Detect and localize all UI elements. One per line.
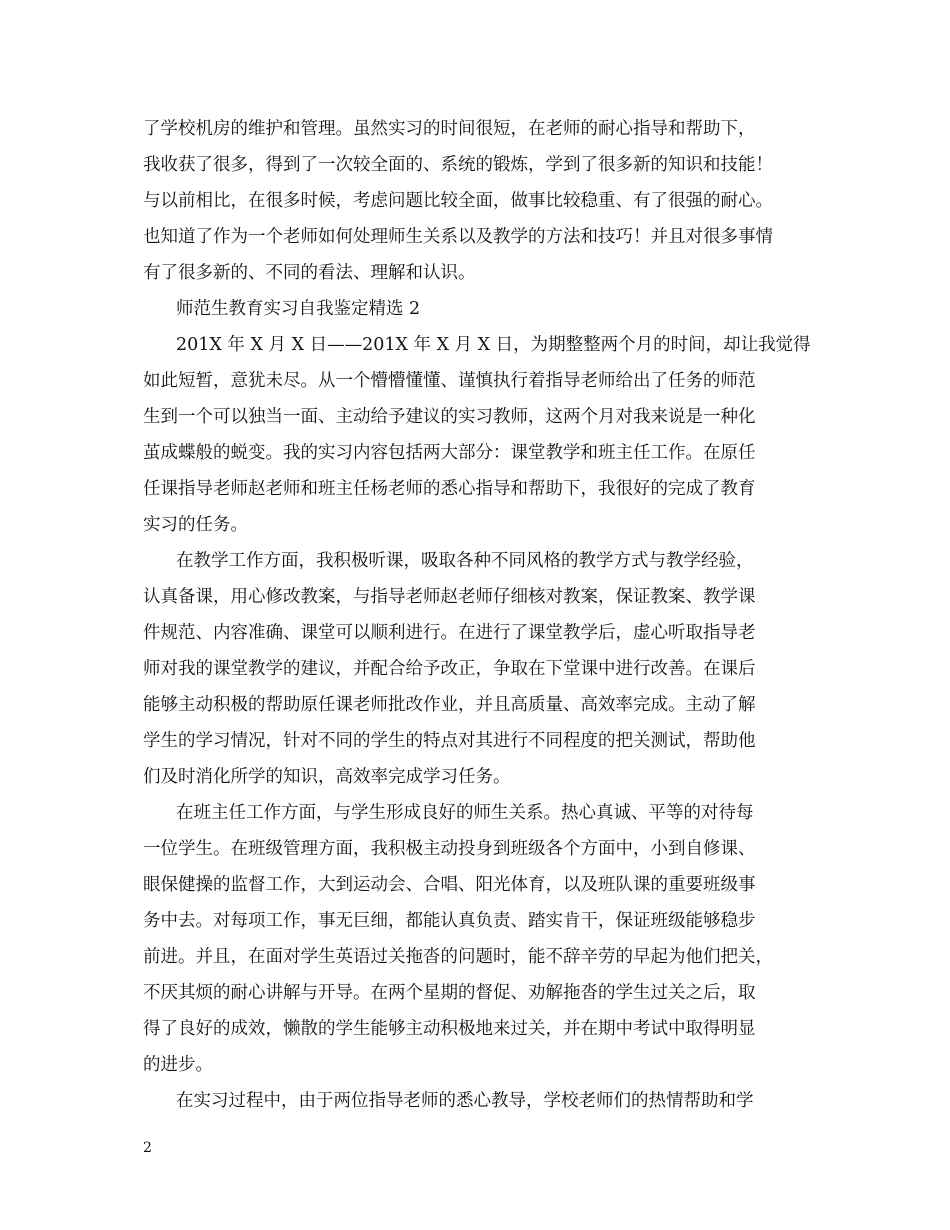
text-line: 得了良好的成效，懒散的学生能够主动积极地来过关，并在期中考试中取得明显 [143,1019,756,1039]
text-line: 务中去。对每项工作，事无巨细，都能认真负责、踏实肯干，保证班级能够稳步 [143,911,756,931]
text-line: 实习的任务。 [143,515,248,535]
text-line: 前进。并且，在面对学生英语过关拖沓的问题时，能不辞辛劳的早起为他们把关， [143,947,773,967]
text-line: 在教学工作方面，我积极听课，吸取各种不同风格的教学方式与教学经验， [176,551,754,571]
text-line: 在实习过程中，由于两位指导老师的悉心教导，学校老师们的热情帮助和学 [176,1091,754,1111]
text-line: 如此短暂，意犹未尽。从一个懵懵懂懂、谨慎执行着指导老师给出了任务的师范 [143,371,756,391]
text-line: 一位学生。在班级管理方面，我积极主动投身到班级各个方面中，小到自修课、 [143,839,756,859]
text-line: 了学校机房的维护和管理。虽然实习的时间很短，在老师的耐心指导和帮助下， [143,119,756,139]
text-line: 茧成蝶般的蜕变。我的实习内容包括两大部分：课堂教学和班主任工作。在原任 [143,443,756,463]
text-line: 师对我的课堂教学的建议，并配合给予改正，争取在下堂课中进行改善。在课后 [143,659,756,679]
text-line: 我收获了很多，得到了一次较全面的、系统的锻炼，学到了很多新的知识和技能！ [143,155,773,175]
text-line: 不厌其烦的耐心讲解与开导。在两个星期的督促、劝解拖沓的学生过关之后，取 [143,983,756,1003]
text-line: 的进步。 [143,1055,213,1075]
text-line: 生到一个可以独当一面、主动给予建议的实习教师，这两个月对我来说是一种化 [143,407,756,427]
text-line: 也知道了作为一个老师如何处理师生关系以及教学的方法和技巧！并且对很多事情 [143,227,773,247]
text-line: 件规范、内容准确、课堂可以顺利进行。在进行了课堂教学后，虚心听取指导老 [143,623,756,643]
section-heading: 师范生教育实习自我鉴定精选 2 [176,299,421,319]
text-line: 201X 年 X 月 X 日——201X 年 X 月 X 日，为期整整两个月的时间，却让我觉得 [176,335,811,355]
text-line: 任课指导老师赵老师和班主任杨老师的悉心指导和帮助下，我很好的完成了教育 [143,479,756,499]
text-line: 在班主任工作方面，与学生形成良好的师生关系。热心真诚、平等的对待每 [176,803,754,823]
page-number: 2 [143,1140,152,1156]
text-line: 认真备课，用心修改教案，与指导老师赵老师仔细核对教案，保证教案、教学课 [143,587,756,607]
text-line: 与以前相比，在很多时候，考虑问题比较全面，做事比较稳重、有了很强的耐心。 [143,191,773,211]
text-line: 有了很多新的、不同的看法、理解和认识。 [143,263,476,283]
text-line: 学生的学习情况，针对不同的学生的特点对其进行不同程度的把关测试，帮助他 [143,731,756,751]
text-line: 眼保健操的监督工作，大到运动会、合唱、阳光体育，以及班队课的重要班级事 [143,875,756,895]
text-line: 能够主动积极的帮助原任课老师批改作业，并且高质量、高效率完成。主动了解 [143,695,756,715]
text-line: 们及时消化所学的知识，高效率完成学习任务。 [143,767,511,787]
